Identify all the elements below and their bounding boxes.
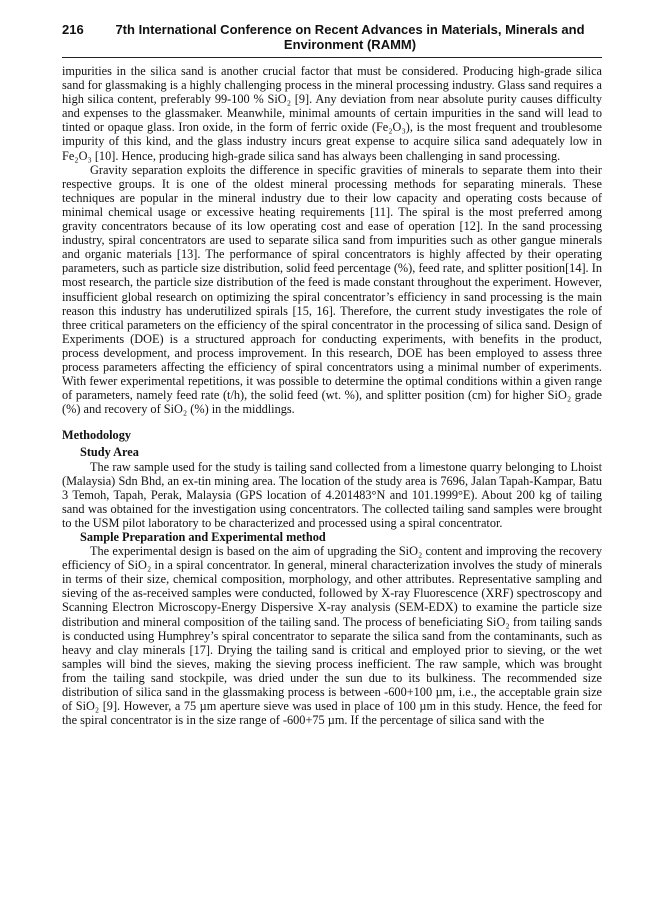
conference-title: 7th International Conference on Recent Advances in Materials, Minerals and Environment (RAMM): [115, 22, 585, 52]
subsection-heading-study-area: Study Area: [80, 445, 139, 460]
subsection-heading-sample-preparation: Sample Preparation and Experimental method: [80, 530, 326, 544]
section-heading-methodology: Methodology: [62, 428, 131, 443]
paragraph-impurities: impurities in the silica sand is another crucial factor that must be considered. Producing high-grade silica sand for glassmaking is a highly challenging process in the mineral processing industry. Glass sand requires a high silica content, preferably 99-100 % SiO₂ [9]. Any deviation from near absolute purity causes difficulty and expenses to the glassmaker. Meanwhile, minimal amounts of certain impurities in the sand will lead to tinted or opaque glass. Iron oxide, in the form of ferric oxide (Fe₂O₃), is the most frequent and troublesome impurity of this kind, and the glass industry incurs great expense to acquire silica sand adequately low in Fe₂O₃ [10]. Hence, producing high-grade silica sand has always been challenging in sand processing.: [62, 64, 602, 163]
paragraph-sample-preparation: The experimental design is based on the aim of upgrading the SiO₂ content and improving the recovery efficiency of SiO₂ in a spiral concentrator. In general, mineral characterization involves the study of minerals in terms of their size, chemical composition, morphology, and other attributes. Representative sampling and sieving of the as-received samples were conducted, followed by X-ray Fluorescence (XRF) spectroscopy and Scanning Electron Microscopy-Energy Dispersive X-ray analysis (SEM-EDX) to examine the particle size distribution and mineral composition of the tailing sand. The process of beneficiating SiO₂ from tailing sands is conducted using Humphrey’s spiral concentrator to separate the silica sand from the contaminants, such as heavy and clay minerals [17]. Drying the tailing sand is critical and employed prior to sieving, or the wet samples will bind the sieves, making the sieving process inefficient. The raw sample, which was brought from the tailing sand stockpile, was dried under the sun due to its bulkiness. The recommended size distribution of silica sand in the glassmaking process is between -600+100 µm, i.e., the acceptable grain size of SiO₂ [9]. However, a 75 µm aperture sieve was used in place of 100 µm in this study. Hence, the feed for the spiral concentrator is in the size range of -600+75 µm. If the percentage of silica sand with the: [62, 544, 602, 728]
header-rule: [62, 57, 602, 58]
article-body: [62, 64, 602, 727]
paragraph-gravity-separation: Gravity separation exploits the difference in specific gravities of minerals to separate them into their respective groups. It is one of the oldest mineral processing methods for separating minerals. These techniques are popular in the mineral industry due to their low capacity and operating costs because of minimal chemical usage or excessive heating requirements [11]. The spiral is the most preferred among gravity concentrators because of its low operating cost and ease of operation [12]. In the sand processing industry, spiral concentrators are used to separate silica sand from impurities such as other gangue minerals and organic materials [13]. The performance of spiral concentrators is highly affected by their operating parameters, such as particle size distribution, solid feed percentage (%), feed rate, and splitter position[14]. In most research, the particle size distribution of the feed is made constant throughout the experiment. However, insufficient global research on optimizing the spiral concentrator’s efficiency in sand processing is the main reason this industry has underutilized spirals [15, 16]. Therefore, the current study investigates the role of three critical parameters on the efficiency of the spiral concentrator in the processing of silica sand. Design of Experiments (DOE) is a structured approach for conducting experiments, with benefits in the product, process development, and process improvement. In this research, DOE has been employed to assess three process parameters affecting the efficiency of spiral concentrators using a minimal number of experiments. With fewer experimental repetitions, it was possible to determine the optimal conditions within a given range of parameters, namely feed rate (t/h), the solid feed (wt. %), and splitter position (cm) for higher SiO₂ grade (%) and recovery of SiO₂ (%) in the middlings.: [62, 162, 602, 417]
page-number: 216: [62, 22, 84, 37]
paragraph-study-area: The raw sample used for the study is tailing sand collected from a limestone quarry belonging to Lhoist (Malaysia) Sdn Bhd, an ex-tin mining area. The location of the study area is 7696, Jalan Tapah-Kampar, Batu 3 Temoh, Tapah, Perak, Malaysia (GPS location of 4.201483°N and 101.1999°E). About 200 kg of tailing sand was obtained for the investigation using concentrators. The collected tailing sand samples were brought to the USM pilot laboratory to be characterized and processed using a spiral concentrator.: [62, 459, 602, 530]
